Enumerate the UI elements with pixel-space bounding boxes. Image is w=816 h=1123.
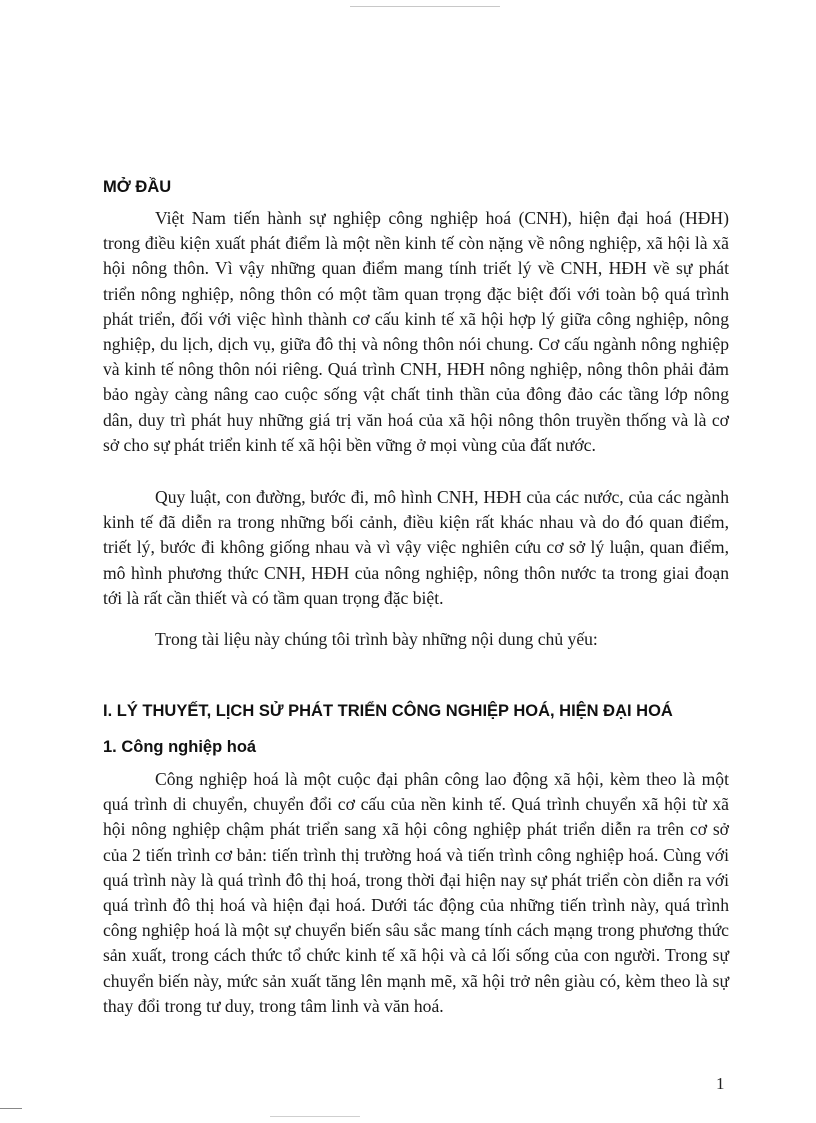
intro-heading: MỞ ĐẦU — [103, 178, 172, 196]
intro-paragraph-3: Trong tài liệu này chúng tôi trình bày những nội dung chủ yếu: — [155, 629, 598, 649]
section-1-heading: 1. Công nghiệp hoá — [103, 738, 257, 756]
scan-artifact-left — [0, 1108, 22, 1109]
section-1-paragraph: Công nghiệp hoá là một cuộc đại phân công lao động xã hội, kèm theo là một quá trình di chuyển, chuyển đổi cơ cấu của nền kinh tế. Quá trình chuyển xã hội từ xã hội nông nghiệp chậm phát triển sang xã hội công nghiệp phát triển diễn ra trên cơ sở của 2 tiến trình cơ bản: tiến trình thị trường hoá và tiến trình công nghiệp hoá. Cùng với quá trình này là quá trình đô thị hoá, trong thời đại hiện nay sự phát triển còn diễn ra với quá trình đô thị hoá và hiện đại hoá. Dưới tác động của những tiến trình này, quá trình công nghiệp hoá là một sự chuyển biến sâu sắc mang tính cách mạng trong phương thức sản xuất, trong cách thức tổ chức kinh tế xã hội và cả lối sống của con người. Trong sự chuyển biến này, mức sản xuất tăng lên mạnh mẽ, xã hội trở nên giàu có, kèm theo là sự thay đổi trong tư duy, trong tâm linh và văn hoá. — [103, 769, 729, 1016]
part1-heading: I. LÝ THUYẾT, LỊCH SỬ PHÁT TRIỂN CÔNG NGHIỆP HOÁ, HIỆN ĐẠI HOÁ — [103, 702, 673, 720]
scan-artifact-bottom — [270, 1116, 360, 1117]
intro-paragraph-1: Việt Nam tiến hành sự nghiệp công nghiệp hoá (CNH), hiện đại hoá (HĐH) trong điều kiện xuất phát điểm là một nền kinh tế còn nặng về nông nghiệp, xã hội là xã hội nông thôn. Vì vậy những quan điểm mang tính triết lý về CNH, HĐH về sự phát triển nông nghiệp, nông thôn có một tầm quan trọng đặc biệt đối với toàn bộ quá trình phát triển, đối với việc hình thành cơ cấu kinh tế xã hội hợp lý giữa công nghiệp, nông nghiệp, du lịch, dịch vụ, giữa đô thị và nông thôn nói chung. Cơ cấu ngành nông nghiệp và kinh tế nông thôn nói riêng. Quá trình CNH, HĐH nông nghiệp, nông thôn phải đảm bảo ngày càng nâng cao cuộc sống vật chất tinh thần của đông đảo các tầng lớp nông dân, duy trì phát huy những giá trị văn hoá của xã hội nông thôn truyền thống và là cơ sở cho sự phát triển kinh tế xã hội bền vững ở mọi vùng của đất nước. — [103, 208, 729, 455]
intro-paragraph-2: Quy luật, con đường, bước đi, mô hình CNH, HĐH của các nước, của các ngành kinh tế đã diễn ra trong những bối cảnh, điều kiện rất khác nhau và do đó quan điểm, triết lý, bước đi không giống nhau và vì vậy việc nghiên cứu cơ sở lý luận, quan điểm, mô hình phương thức CNH, HĐH của nông nghiệp, nông thôn nước ta trong giai đoạn tới là rất cần thiết và có tầm quan trọng đặc biệt. — [103, 487, 729, 608]
page-number: 1 — [716, 1074, 725, 1093]
scan-artifact-top — [350, 6, 500, 7]
